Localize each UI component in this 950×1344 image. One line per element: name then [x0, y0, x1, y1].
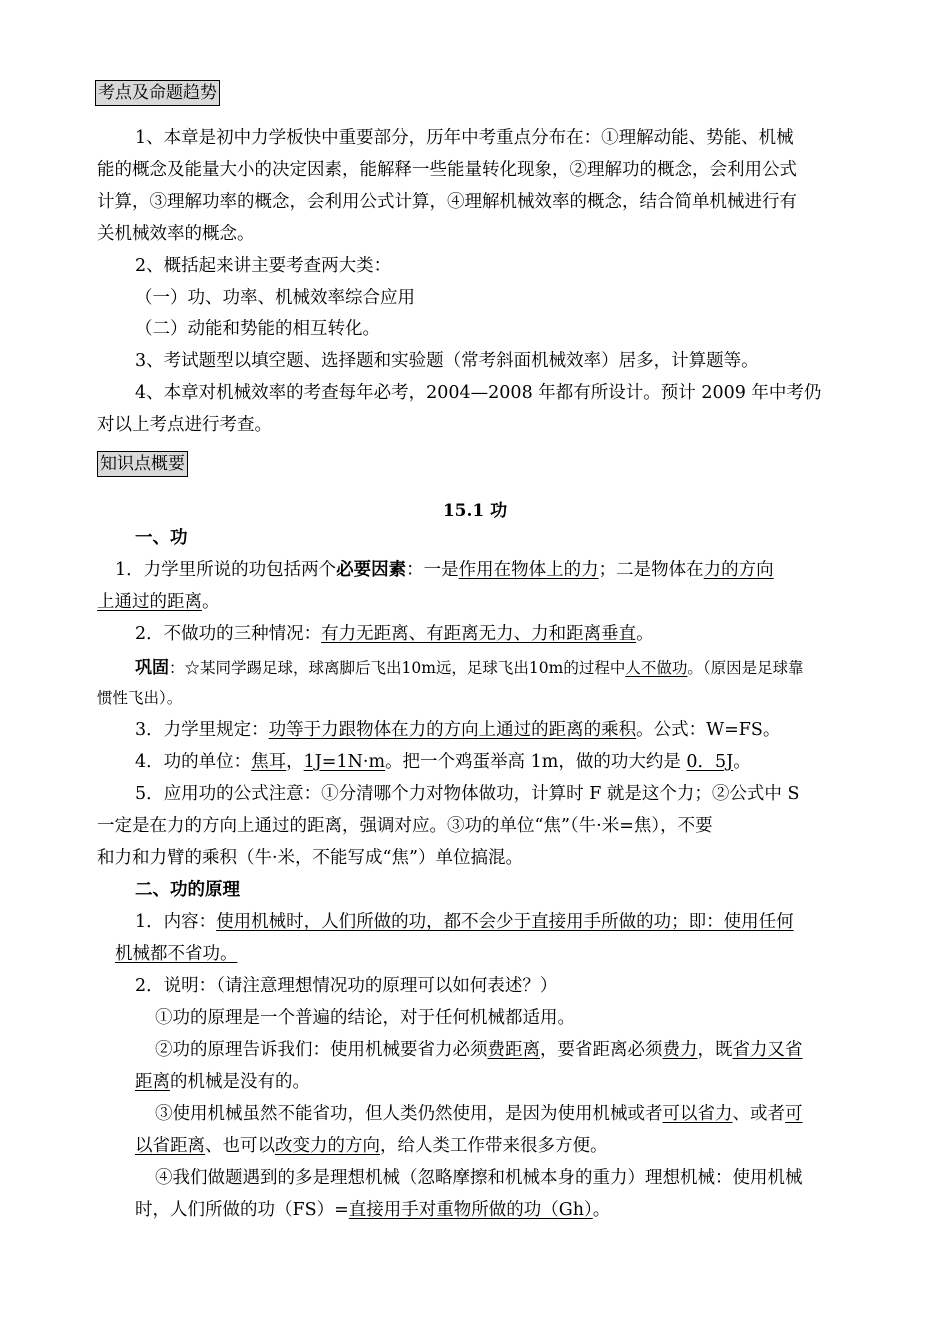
trend-p2a: （一）功、功率、机械效率综合应用: [135, 288, 415, 308]
consolidate-line2: 惯性飞出）。: [97, 689, 183, 707]
note3-answer: 可: [785, 1104, 803, 1124]
item1-line2: [97, 588, 220, 616]
note3-answer: 可以省力: [662, 1104, 733, 1124]
trend-p1-line2: 能的概念及能量大小的决定因素，能解释一些能量转化现象，②理解功的概念，会利用公式: [97, 160, 797, 180]
item5-line1: 5．应用功的公式注意：①分清哪个力对物体做功，计算时 F 就是这个力；②公式中 S: [135, 784, 800, 804]
item4-text: 4．功的单位：: [135, 752, 252, 772]
item4-answer: 1J=1N·m: [303, 752, 386, 772]
trend-p1-line4: 关机械效率的概念。: [97, 224, 255, 244]
note4-text: 。: [592, 1200, 611, 1220]
item4-answer: 焦耳: [251, 752, 287, 772]
exam-trend-label: 考点及命题趋势: [95, 80, 220, 106]
item2-text: 2．不做功的三种情况：: [135, 624, 322, 644]
item1-text: 1．力学里所说的功包括两个: [115, 560, 337, 580]
consolidate-text: 。（原因是足球靠: [687, 659, 804, 677]
note2-answer: 费距离: [487, 1040, 540, 1060]
item1-answer: 上通过的距离: [97, 592, 202, 612]
item4-text: 。: [733, 752, 751, 772]
note2-text: 的机械是没有的。: [170, 1072, 310, 1092]
trend-p4-line2: 对以上考点进行考查。: [97, 415, 272, 435]
note2-text: ②功的原理告诉我们：使用机械要省力必须: [155, 1040, 488, 1060]
content-text: 1．内容：: [135, 912, 217, 932]
note3-answer: 改变力的方向: [275, 1136, 380, 1156]
note4-text: 时，人们所做的功（FS）=: [135, 1200, 349, 1220]
item1-text: 。: [202, 592, 220, 612]
note1: ①功的原理是一个普遍的结论，对于任何机械都适用。: [155, 1008, 575, 1028]
item4: [135, 748, 751, 776]
note2-answer: 省力又省: [732, 1040, 803, 1060]
note3-line1: [155, 1100, 803, 1128]
item1-line1: [115, 556, 774, 584]
trend-p3: 3、考试题型以填空题、选择题和实验题（常考斜面机械效率）居多，计算题等。: [135, 351, 759, 371]
item4-text: 。把一个鸡蛋举高 1m，做的功大约是: [385, 752, 687, 772]
item1-answer: 作用在物体上的力: [458, 560, 599, 580]
knowledge-overview-label: 知识点概要: [97, 451, 188, 477]
note3-text: ，给人类工作带来很多方便。: [380, 1136, 608, 1156]
consolidate-answer: 人不做功: [625, 659, 688, 677]
content-line1: [135, 908, 794, 936]
note2-line2: [135, 1068, 310, 1096]
note3-text: ③使用机械虽然不能省功，但人类仍然使用，是因为使用机械或者: [155, 1104, 663, 1124]
section-title: 15.1 功: [442, 501, 508, 521]
note4-line2: [135, 1196, 610, 1224]
note2-text: ，既: [697, 1040, 733, 1060]
note3-text: 、或者: [732, 1104, 785, 1124]
note2-line1: [155, 1036, 803, 1064]
note3-text: 、也可以: [205, 1136, 275, 1156]
content-answer: 机械都不省功。: [115, 944, 238, 964]
item4-answer: 0．5J: [686, 752, 734, 772]
item5-line3: 和力和力臂的乘积（牛·米，不能写成“焦”）单位搞混。: [97, 848, 523, 868]
consolidate-line1: [135, 654, 804, 682]
trend-p2: 2、概括起来讲主要考查两大类：: [135, 256, 392, 276]
note2-answer: 距离: [135, 1072, 170, 1092]
note4-line1: ④我们做题遇到的多是理想机械（忽略摩擦和机械本身的重力）理想机械：使用机械: [155, 1168, 803, 1188]
item3-text: 。公式：W=FS。: [636, 720, 781, 740]
item4-text: ，: [286, 752, 304, 772]
item5-line2: 一定是在力的方向上通过的距离，强调对应。③功的单位“焦”（牛·米=焦），不要: [97, 816, 713, 836]
item2: [135, 620, 654, 648]
note4-answer: 直接用手对重物所做的功（Gh）: [348, 1200, 593, 1220]
note2-answer: 费力: [662, 1040, 698, 1060]
note3-line2: [135, 1132, 608, 1160]
part1-heading: 一、功: [135, 528, 188, 548]
note2-text: ，要省距离必须: [540, 1040, 663, 1060]
item2-text: 。: [636, 624, 654, 644]
item1-text: ；二是物体在: [598, 560, 704, 580]
content-line2: [115, 940, 238, 968]
item3-answer: 功等于力跟物体在力的方向上通过的距离的乘积: [268, 720, 637, 740]
trend-p1-line1: 1、本章是初中力学板快中重要部分，历年中考重点分布在：①理解动能、势能、机械: [135, 128, 794, 148]
explain-line: 2．说明：（请注意理想情况功的原理可以如何表述？）: [135, 976, 558, 996]
note3-answer: 以省距离: [135, 1136, 205, 1156]
part2-heading: 二、功的原理: [135, 880, 240, 900]
trend-p1-line3: 计算，③理解功率的概念，会利用公式计算，④理解机械效率的概念，结合简单机械进行有: [97, 192, 797, 212]
consolidate-text: ：☆某同学踢足球，球离脚后飞出10m远，足球飞出10m的过程中: [169, 659, 626, 677]
consolidate-label: 巩固: [135, 658, 169, 678]
item2-answer: 有力无距离、有距离无力、力和距离垂直: [321, 624, 637, 644]
item3: [135, 716, 780, 744]
item1-answer: 力的方向: [703, 560, 774, 580]
item1-keyword: 必要因素: [336, 560, 407, 580]
trend-p2b: （二）动能和势能的相互转化。: [135, 319, 380, 339]
trend-p4-line1: 4、本章对机械效率的考查每年必考，2004—2008 年都有所设计。预计 2009 年中考仍: [135, 383, 822, 403]
item1-text: ：一是: [406, 560, 459, 580]
content-answer: 使用机械时，人们所做的功，都不会少于直接用手所做的功；即：使用任何: [216, 912, 794, 932]
item3-text: 3．力学里规定：: [135, 720, 269, 740]
